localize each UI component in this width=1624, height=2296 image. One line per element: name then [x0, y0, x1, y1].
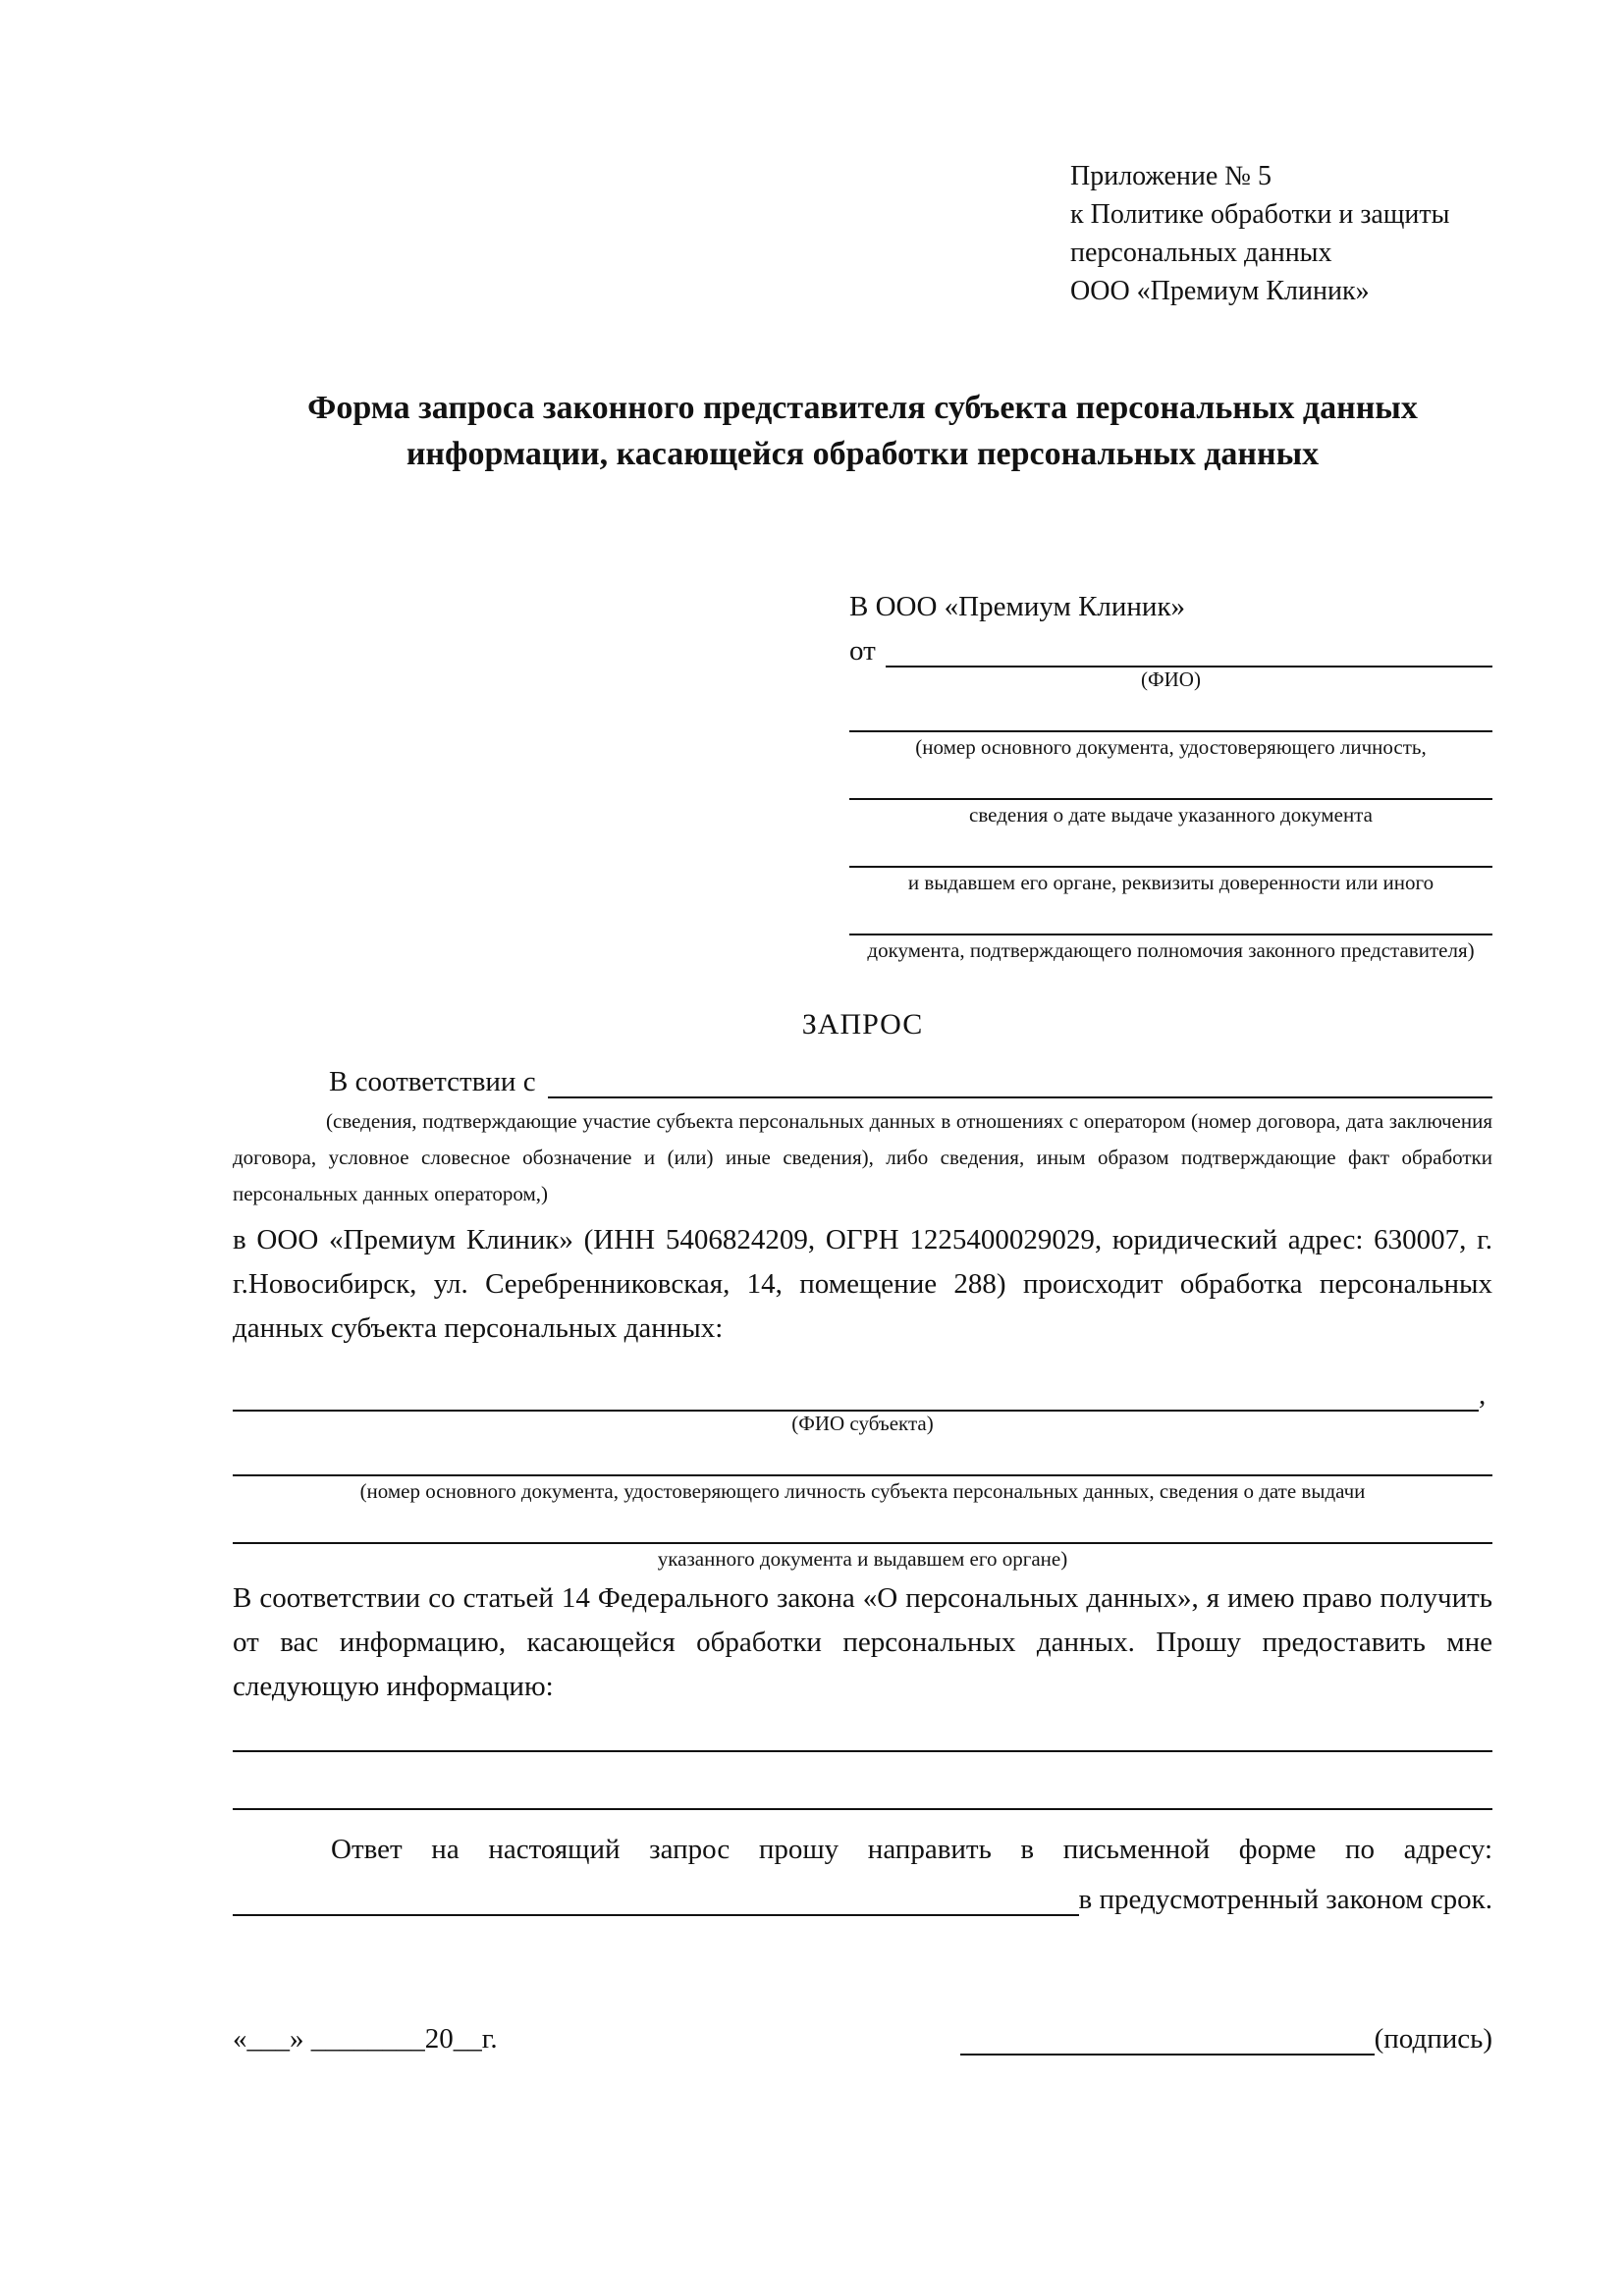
answer-address-blank-line — [233, 1881, 1079, 1916]
blank-line — [849, 730, 1492, 732]
representative-doc-field — [849, 730, 1492, 760]
basis-blank-line — [548, 1061, 1492, 1098]
law-paragraph: В соответствии со статьей 14 Федерального закона «О персональных данных», я имею право получить от вас информацию, касающейся обработки персональных данных. Прошу предоставить мне следующую информацию: — [233, 1582, 1492, 1702]
appendix-note-line: к Политике обработки и защиты — [1070, 199, 1450, 230]
appendix-note-line: персональных данных — [1070, 238, 1332, 268]
fio-caption: (ФИО) — [1141, 667, 1201, 691]
blank-line — [233, 1474, 1492, 1476]
request-heading: ЗАПРОС — [801, 1008, 924, 1041]
appendix-note-line: Приложение № 5 — [1070, 161, 1272, 191]
signature-blank-line — [960, 2020, 1375, 2056]
representative-doc-field — [849, 798, 1492, 828]
answer-paragraph: Ответ на настоящий запрос прошу направить в письменной форме по адресу: — [331, 1834, 1492, 1865]
basis-label: В соответствии с — [329, 1066, 536, 1097]
field-caption: документа, подтверждающего полномочия законного представителя) — [867, 938, 1475, 962]
representative-doc-field — [849, 934, 1492, 963]
subject-fio-blank-line — [233, 1378, 1479, 1412]
blank-line — [849, 934, 1492, 935]
signature-field — [960, 2020, 1492, 2056]
subject-comma: , — [1479, 1379, 1487, 1411]
field-caption: (номер основного документа, удостоверяющего личность субъекта персональных данных, сведения о дате выдачи — [359, 1479, 1366, 1503]
from-label: от — [849, 635, 876, 667]
info-blank-line — [233, 1808, 1492, 1810]
from-field-row — [849, 626, 1492, 667]
answer-tail-text: в предусмотренный законом срок. — [1078, 1884, 1492, 1915]
field-caption: и выдавшем его органе, реквизиты доверенности или иного — [907, 871, 1435, 894]
field-caption: указанного документа и выдавшем его органе) — [657, 1547, 1068, 1571]
from-blank-line — [886, 632, 1492, 667]
appendix-note — [1070, 157, 1492, 310]
basis-caption: (сведения, подтверждающие участие субъекта персональных данных в отношениях с оператором (номер договора, дата заключения договора, условное словесное обозначение и (или) иные сведения), либо сведения, иным образом подтверждающие факт обработки персональных данных оператором,) — [233, 1109, 1492, 1205]
blank-line — [233, 1542, 1492, 1544]
subject-doc-field — [233, 1542, 1492, 1572]
representative-doc-field — [849, 866, 1492, 895]
addressee-org: В ООО «Премиум Клиник» — [849, 591, 1186, 622]
subject-fio-caption: (ФИО субъекта) — [791, 1412, 934, 1435]
basis-field-row — [233, 1055, 1492, 1098]
operator-paragraph: в ООО «Премиум Клиник» (ИНН 5406824209, ОГРН 1225400029029, юридический адрес: 630007, г. г.Новосибирск, ул. Серебренниковская, 14, помещение 288) происходит обработка персональных данных субъекта персональных данных: — [233, 1224, 1492, 1344]
answer-address-field-row — [233, 1872, 1492, 1916]
field-caption: (номер основного документа, удостоверяющего личность, — [915, 735, 1427, 759]
field-caption: сведения о дате выдаче указанного документа — [969, 803, 1373, 827]
footer-row — [233, 2010, 1492, 2056]
date-field: «___» ________20__г. — [233, 2023, 498, 2055]
info-blank-line — [233, 1750, 1492, 1752]
document-title: Форма запроса законного представителя субъекта персональных данных информации, касающейся обработки персональных данных — [307, 390, 1418, 472]
document-content — [233, 157, 1492, 2056]
addressee-block — [849, 587, 1492, 963]
appendix-note-line: ООО «Премиум Клиник» — [1070, 276, 1370, 306]
subject-doc-field — [233, 1474, 1492, 1504]
blank-line — [849, 866, 1492, 868]
blank-line — [849, 798, 1492, 800]
signature-caption: (подпись) — [1374, 2023, 1492, 2055]
subject-fio-field-row — [233, 1372, 1492, 1412]
